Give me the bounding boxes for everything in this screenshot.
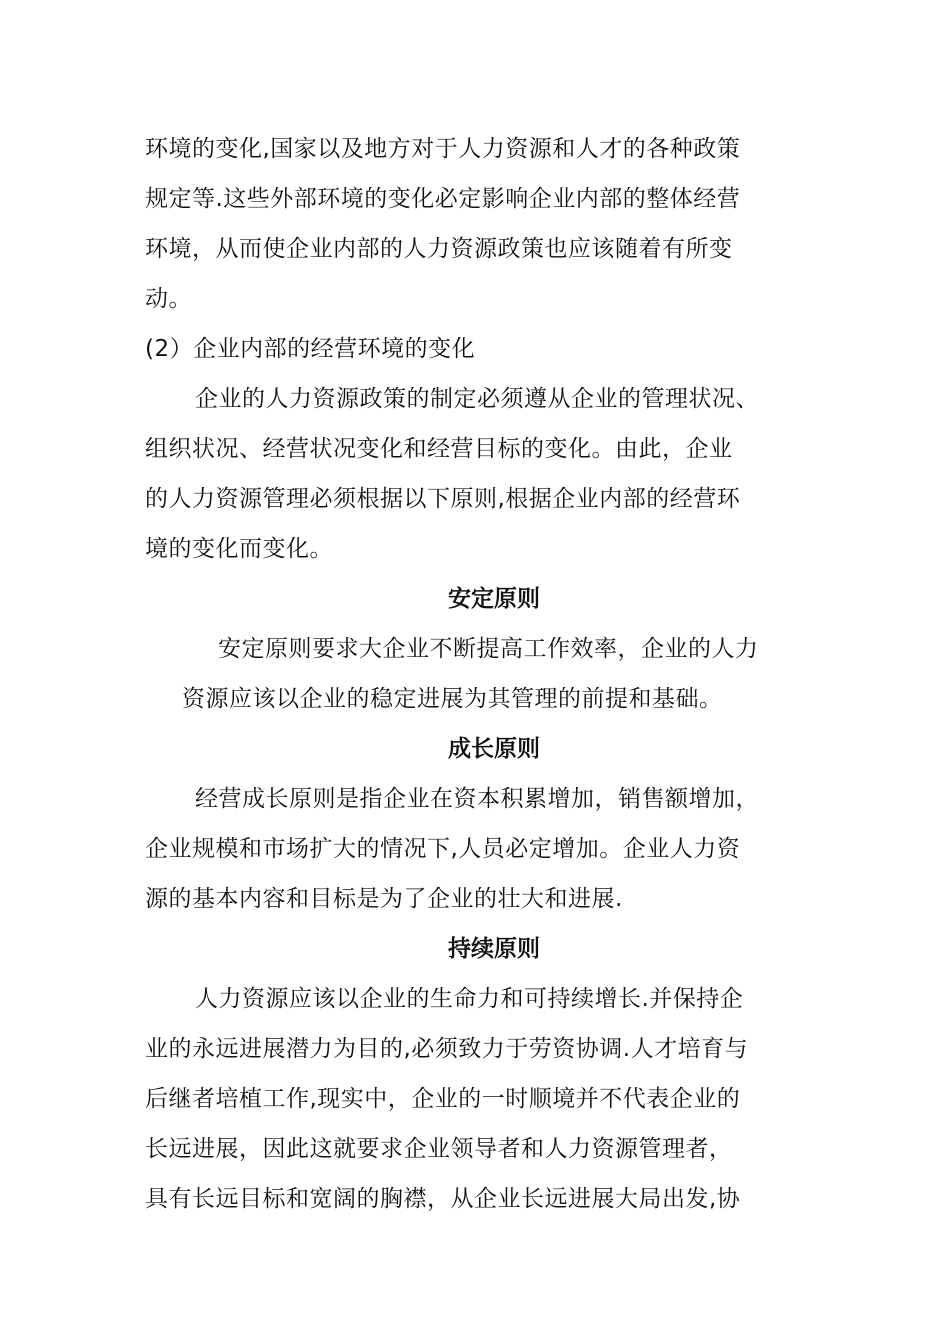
section-heading: 成长原则 (448, 736, 540, 762)
text-line: 具有长远目标和宽阔的胸襟，从企业长远进展大局出发,协 (145, 1186, 741, 1212)
text-line: 动。 (145, 286, 192, 312)
text-line: 境的变化而变化。 (145, 536, 333, 562)
text-line: 环境的变化,国家以及地方对于人力资源和人才的各种政策 (145, 136, 741, 162)
text-line: 的人力资源管理必须根据以下原则,根据企业内部的经营环 (145, 486, 741, 512)
text-line: 规定等.这些外部环境的变化必定影响企业内部的整体经营 (145, 186, 741, 212)
text-line: 源的基本内容和目标是为了企业的壮大和进展. (145, 886, 623, 912)
paragraph-first-line: 人力资源应该以企业的生命力和可持续增长.并保持企 (195, 986, 744, 1012)
section-heading: 持续原则 (448, 936, 540, 962)
text-line: 资源应该以企业的稳定进展为其管理的前提和基础。 (182, 686, 723, 712)
text-line: 企业规模和市场扩大的情况下,人员必定增加。企业人力资 (145, 836, 741, 862)
text-line: 业的永远进展潜力为目的,必须致力于劳资协调.人才培育与 (145, 1036, 749, 1062)
subsection-title: (2）企业内部的经营环境的变化 (145, 336, 476, 362)
section-heading: 安定原则 (448, 586, 540, 612)
text-line: 环境，从而使企业内部的人力资源政策也应该随着有所变 (145, 236, 733, 262)
text-line: 长远进展，因此这就要求企业领导者和人力资源管理者， (145, 1136, 733, 1162)
paragraph-first-line: 企业的人力资源政策的制定必须遵从企业的管理状况、 (195, 386, 759, 412)
paragraph-first-line: 安定原则要求大企业不断提高工作效率，企业的人力 (218, 636, 759, 662)
paragraph-first-line: 经营成长原则是指企业在资本积累增加，销售额增加， (195, 786, 759, 812)
text-line: 组织状况、经营状况变化和经营目标的变化。由此，企业 (145, 436, 733, 462)
text-line: 后继者培植工作,现实中，企业的一时顺境并不代表企业的 (145, 1086, 741, 1112)
